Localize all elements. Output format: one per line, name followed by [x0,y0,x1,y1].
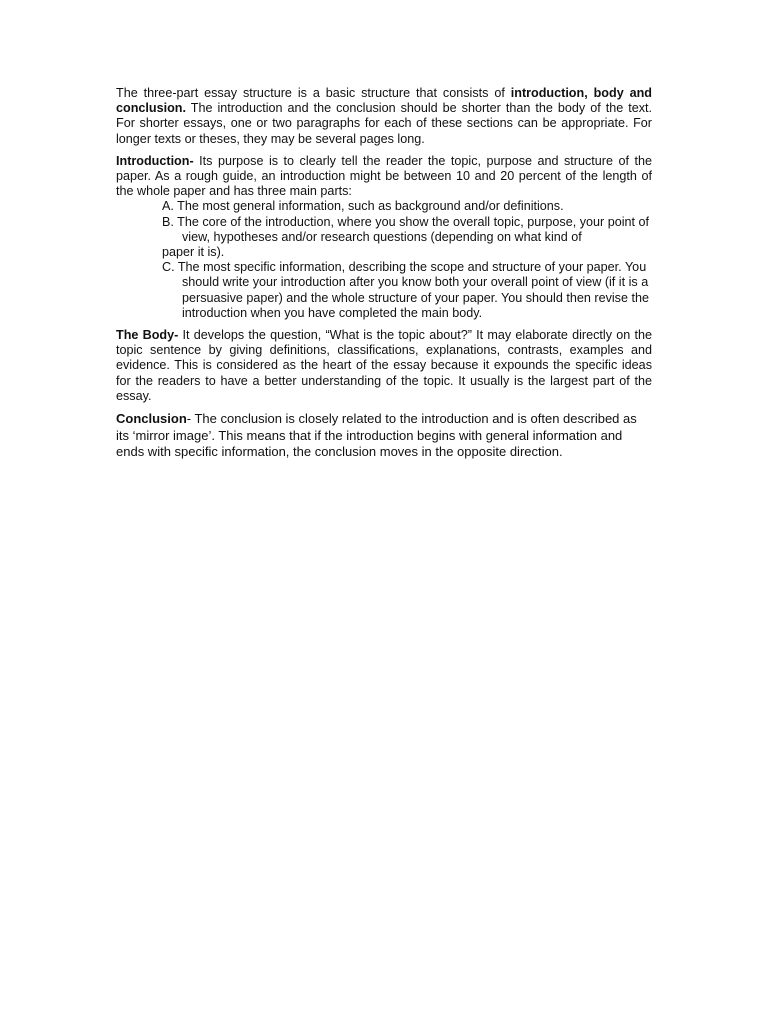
intro-paragraph-rest: The introduction and the conclusion should be shorter than the body of the text. For shorter essays, one or two paragraphs for each of these sections can be appropriate. For longer texts or theses, they may be several pages long. [116,101,652,146]
introduction-section [116,154,652,321]
introduction-paragraph [116,154,652,200]
introduction-item-b-line2: view, hypotheses and/or research questions (depending on what kind of [182,229,582,244]
conclusion-section [116,411,652,461]
introduction-item-a: A. The most general information, such as background and/or definitions. [162,199,564,214]
introduction-item-c-line3-text: persuasive paper) and the whole structure of your paper. You should then revise the [182,290,649,305]
introduction-heading: Introduction- [116,153,194,168]
introduction-item-b-line3: paper it is). [162,245,225,260]
introduction-item-b-line1: B. The core of the introduction, where you show the overall topic, purpose, your point of [162,214,650,229]
body-heading: The Body- [116,328,179,343]
introduction-item-c-line2-text: should write your introduction after you know both your overall point of view (if it is a [182,275,649,290]
body-text: It develops the question, “What is the topic about?” It may elaborate directly on the topic sentence by giving definitions, classifications, explanations, contrasts, examples and evidence. This is considered as the heart of the essay because it expounds the specific ideas for the readers to have a better understanding of the topic. It usually is the largest part of the essay. [116,328,652,403]
document-page [116,86,652,461]
conclusion-heading: Conclusion [116,411,187,427]
body-section [116,328,652,404]
conclusion-text: - The conclusion is closely related to the introduction and is often described as its ‘mirror image’. This means that if the introduction begins with general information and ends with specific information, the conclusion moves in the opposite direction. [116,411,637,460]
introduction-item-c-line1-text: C. The most specific information, describing the scope and structure of your paper. You [162,260,647,275]
intro-paragraph-bold: introduction, body and conclusion. [116,86,652,116]
introduction-item-c-line4: introduction when you have completed the main body. [182,305,483,320]
intro-paragraph [116,86,652,147]
introduction-text: Its purpose is to clearly tell the reader the topic, purpose and structure of the paper. As a rough guide, an introduction might be between 10 and 20 percent of the length of the whole paper and has three main parts: [116,153,652,199]
intro-paragraph-lead: The three-part essay structure is a basic structure that consists of [116,86,511,100]
introduction-item-c-line2 [116,275,652,290]
introduction-item-c-line3 [116,291,652,306]
introduction-item-c-line1 [116,260,652,275]
